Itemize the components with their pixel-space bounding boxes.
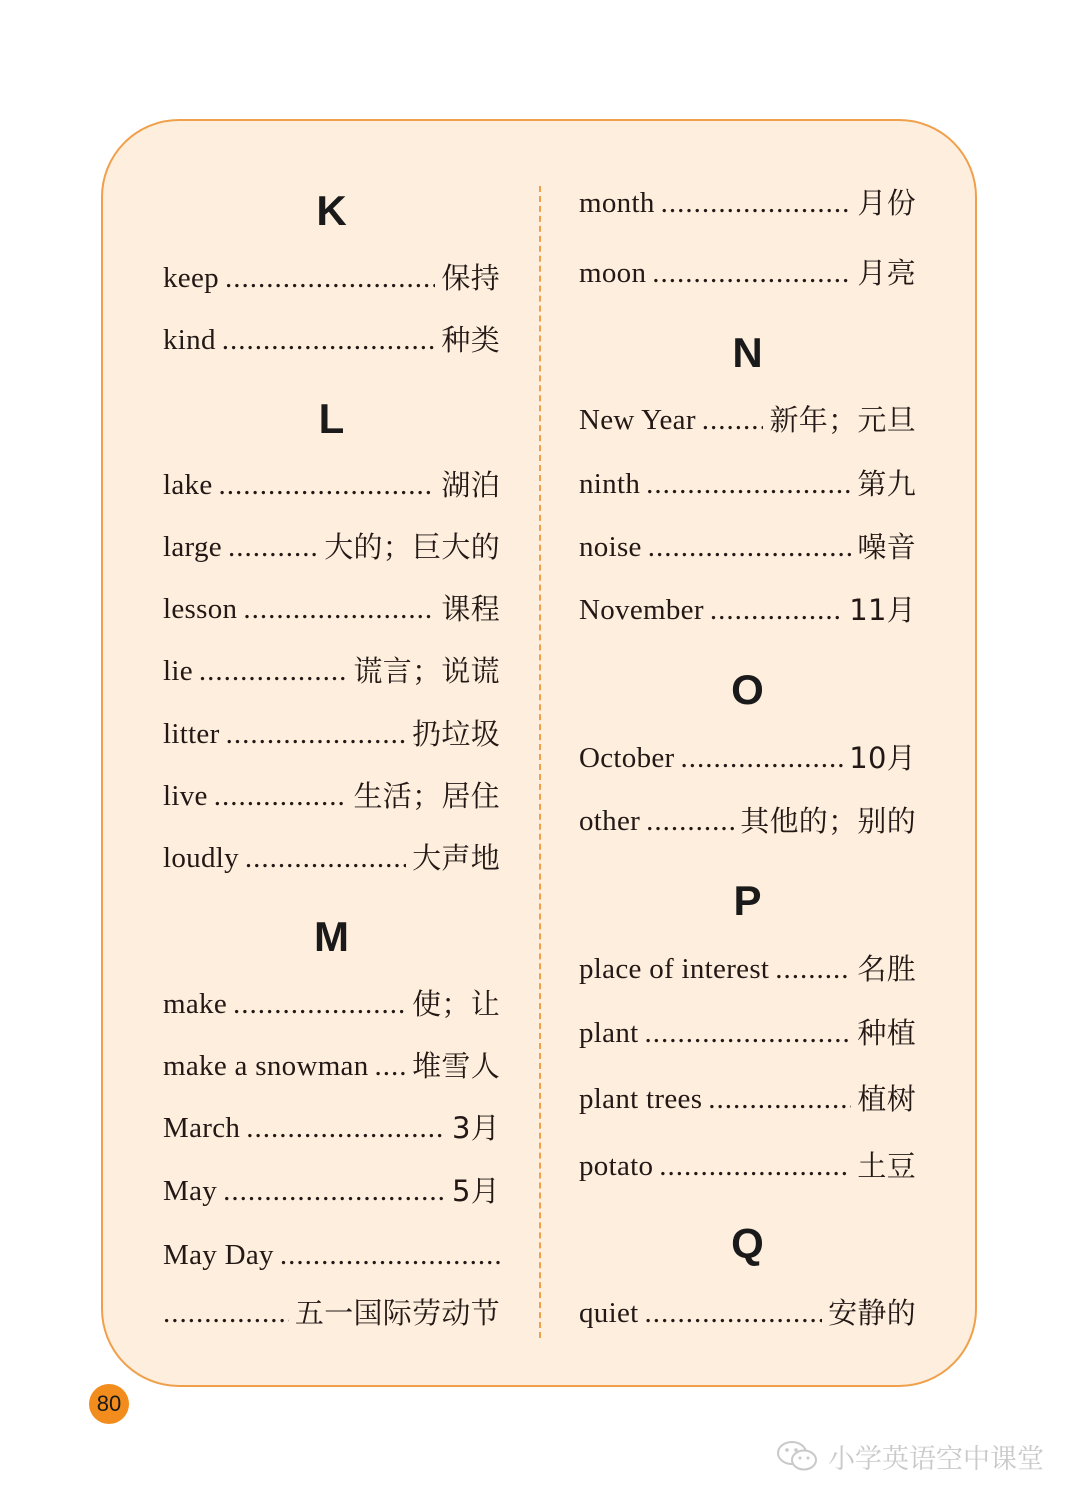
leader-dots (661, 182, 852, 224)
entry-word: place of interest (579, 953, 770, 985)
section-letter-k: K (316, 187, 347, 234)
entry-word: litter (163, 718, 220, 750)
entry-word: live (163, 780, 208, 812)
entry-word: lake (163, 469, 213, 501)
entry-meaning: 堆雪人 (412, 1049, 500, 1083)
entry-word: other (579, 805, 641, 837)
entry-meaning: 生活；居住 (353, 779, 500, 813)
entry-word: make (163, 988, 228, 1020)
leader-dots (214, 775, 348, 817)
leader-dots (243, 588, 435, 630)
entry-meaning: 保持 (441, 261, 500, 295)
leader-dots (163, 1292, 289, 1334)
entry-meaning: 3月 (451, 1111, 500, 1145)
entry-meaning: 种类 (441, 323, 500, 357)
leader-dots (228, 526, 318, 568)
entry-meaning: 第九 (857, 467, 916, 501)
entry-meaning: 使；让 (412, 987, 500, 1021)
leader-dots (681, 737, 844, 779)
entry-meaning: 新年；元旦 (769, 403, 916, 437)
entry-potato (579, 1145, 916, 1187)
leader-dots (246, 1107, 446, 1149)
watermark-text: 小学英语空中课堂 (828, 1443, 1044, 1475)
entry-quiet (579, 1292, 916, 1334)
leader-dots (225, 257, 435, 299)
entry-word: October (579, 742, 675, 774)
entry-word: kind (163, 324, 216, 356)
entry-meaning: 湖泊 (441, 468, 500, 502)
leader-dots (775, 948, 851, 990)
watermark (776, 1436, 1044, 1476)
entry-meaning: 月亮 (857, 256, 916, 290)
leader-dots (646, 800, 734, 842)
entry-kind (163, 319, 500, 361)
entry-word: November (579, 594, 704, 626)
entry-meaning: 安静的 (828, 1296, 916, 1330)
entry-word: May Day (163, 1239, 274, 1271)
entry-word: May (163, 1175, 218, 1207)
entry-meaning: 五一国际劳动节 (294, 1296, 500, 1330)
entry-moon (579, 252, 916, 294)
entry-lake (163, 464, 500, 506)
entry-word: plant trees (579, 1083, 703, 1115)
entry-other (579, 800, 916, 842)
leader-dots (646, 463, 851, 505)
leader-dots (710, 589, 843, 631)
entry-word: large (163, 531, 222, 563)
entry-meaning: 10月 (849, 741, 916, 775)
entry-word: moon (579, 257, 647, 289)
entry-word: New Year (579, 404, 696, 436)
entry-meaning: 大的；巨大的 (324, 530, 500, 564)
entry-word: lesson (163, 593, 238, 625)
entry-word: make a snowman (163, 1050, 369, 1082)
leader-dots (223, 1170, 446, 1212)
entry-meaning: 其他的；别的 (740, 804, 916, 838)
leader-dots (375, 1045, 407, 1087)
leader-dots (233, 983, 406, 1025)
leader-dots (199, 650, 348, 692)
entry-meaning: 名胜 (857, 952, 916, 986)
leader-dots (648, 526, 852, 568)
entry-live (163, 775, 500, 817)
entry-word: plant (579, 1017, 639, 1049)
entry-word: quiet (579, 1297, 639, 1329)
section-letter-o: O (731, 666, 764, 713)
entry-place-of-interest (579, 948, 916, 990)
entry-word: lie (163, 655, 193, 687)
entry-meaning: 植树 (857, 1082, 916, 1116)
entry-word: month (579, 187, 655, 219)
wechat-icon (776, 1439, 820, 1473)
entry-meaning: 谎言；说谎 (353, 654, 500, 688)
entry-large (163, 526, 500, 568)
entry-meaning: 种植 (857, 1016, 916, 1050)
entry-new-year (579, 399, 916, 441)
leader-dots (226, 713, 407, 755)
leader-dots (280, 1234, 500, 1276)
entry-lie (163, 650, 500, 692)
entry-may-day-meaning (163, 1292, 500, 1334)
entry-plant-trees (579, 1078, 916, 1120)
leader-dots (222, 319, 436, 361)
entry-meaning: 课程 (441, 592, 500, 626)
entry-word: March (163, 1112, 241, 1144)
entry-meaning: 噪音 (857, 530, 916, 564)
entry-word: ninth (579, 468, 641, 500)
page-number-badge: 80 (89, 1384, 129, 1424)
entry-word: keep (163, 262, 219, 294)
entry-november (579, 589, 916, 631)
leader-dots (245, 837, 406, 879)
entry-keep (163, 257, 500, 299)
entry-month (579, 182, 916, 224)
section-letter-n: N (732, 329, 763, 376)
entry-make-a-snowman (163, 1045, 500, 1087)
entry-word: potato (579, 1150, 654, 1182)
entry-meaning: 扔垃圾 (412, 717, 500, 751)
leader-dots (708, 1078, 851, 1120)
entry-lesson (163, 588, 500, 630)
leader-dots (659, 1145, 851, 1187)
entry-meaning: 11月 (849, 593, 916, 627)
leader-dots (219, 464, 436, 506)
leader-dots (652, 252, 851, 294)
entry-ninth (579, 463, 916, 505)
entry-word: noise (579, 531, 642, 563)
leader-dots (645, 1012, 852, 1054)
column-divider (539, 186, 541, 1338)
entry-may-day (163, 1234, 500, 1276)
section-letter-p: P (733, 877, 762, 924)
leader-dots (702, 399, 764, 441)
entry-october (579, 737, 916, 779)
section-letter-l: L (318, 395, 345, 442)
entry-word: loudly (163, 842, 239, 874)
entry-loudly (163, 837, 500, 879)
entry-meaning: 大声地 (412, 841, 500, 875)
section-letter-m: M (314, 913, 349, 960)
section-letter-q: Q (731, 1220, 764, 1267)
entry-may (163, 1170, 500, 1212)
entry-meaning: 5月 (451, 1174, 500, 1208)
entry-litter (163, 713, 500, 755)
entry-meaning: 月份 (857, 186, 916, 220)
entry-march (163, 1107, 500, 1149)
entry-meaning: 土豆 (857, 1149, 916, 1183)
entry-noise (579, 526, 916, 568)
leader-dots (645, 1292, 823, 1334)
entry-plant (579, 1012, 916, 1054)
entry-make (163, 983, 500, 1025)
